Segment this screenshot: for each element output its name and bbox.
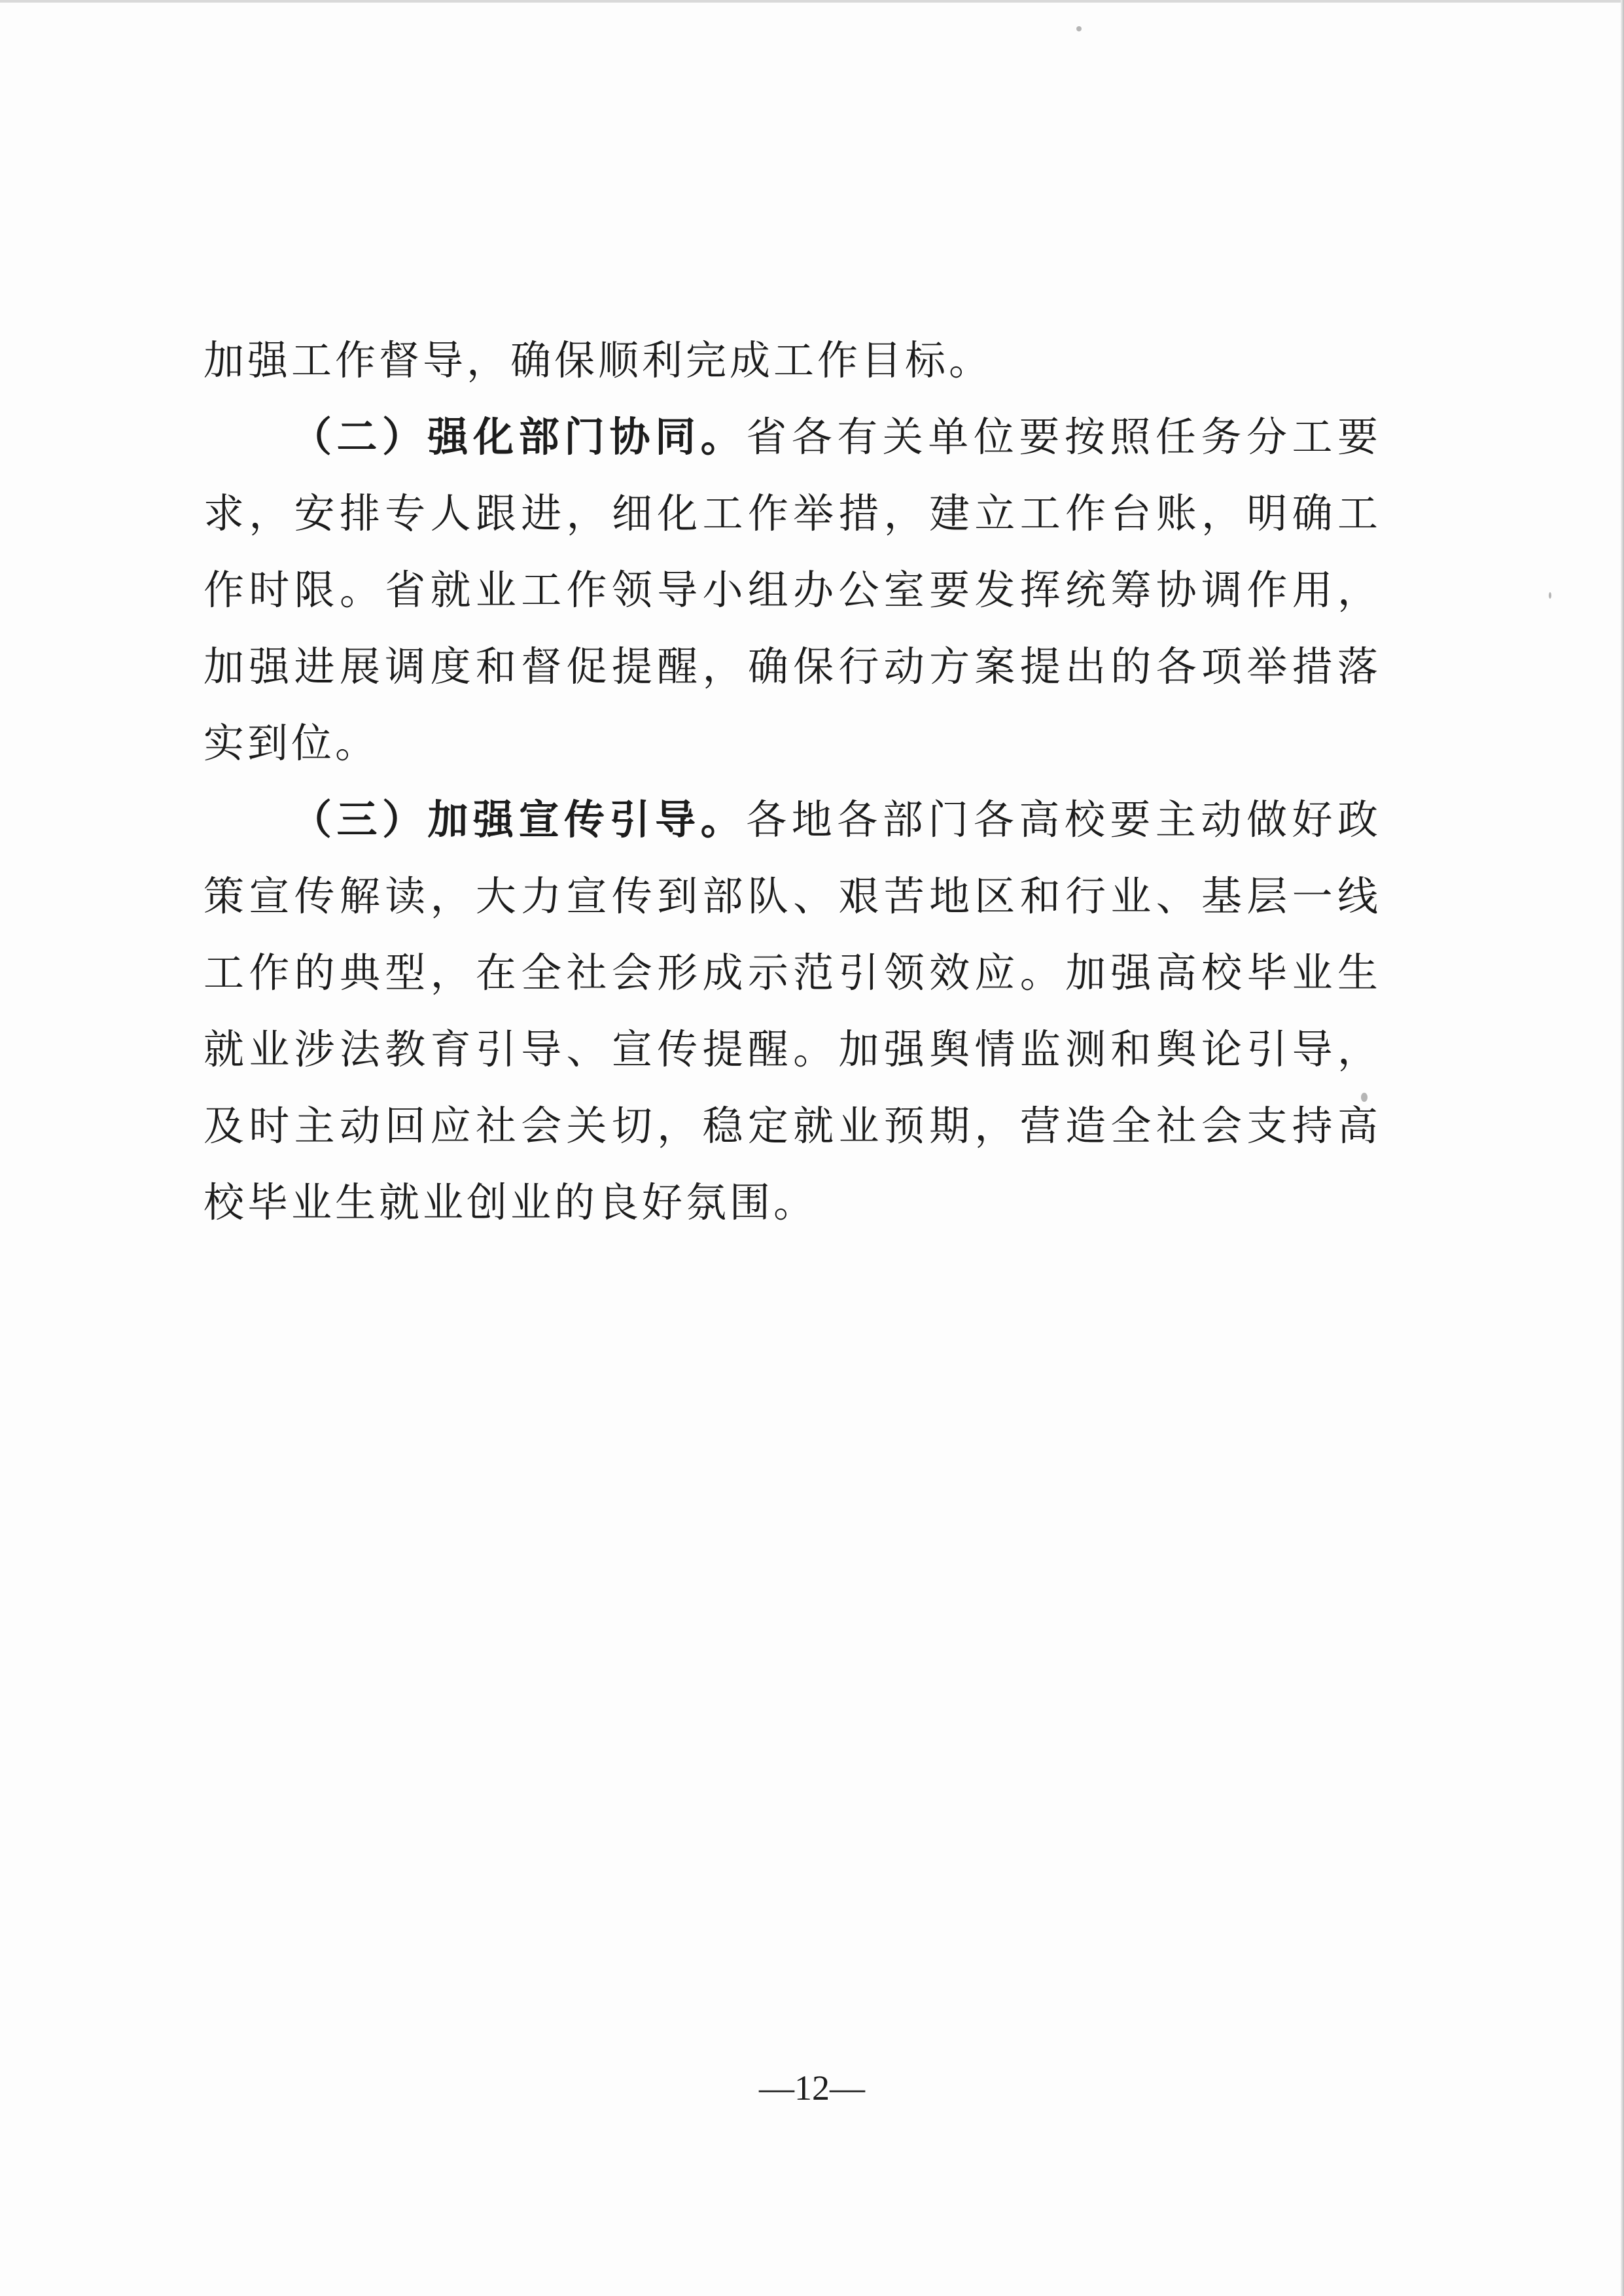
document-body — [203, 322, 1381, 1241]
scan-edge-top — [0, 0, 1624, 3]
paragraph-publicity-guidance — [203, 781, 1381, 1241]
paragraph-text: 省各有关单位要按照任务分工要求，安排专人跟进，细化工作举措，建立工作台账，明确工作时限。省就业工作领导小组办公室要发挥统筹协调作用，加强进展调度和督促提醒，确保行动方案提出的各项举措落实到位。 — [203, 413, 1381, 767]
paragraph-text: 加强工作督导，确保顺利完成工作目标。 — [203, 336, 993, 384]
page-number: —12— — [759, 2068, 865, 2108]
scan-speck — [1076, 26, 1082, 31]
scan-edge-right — [1621, 0, 1624, 2296]
section-heading-3: （三）加强宣传引导。 — [291, 796, 747, 843]
paragraph-text: 各地各部门各高校要主动做好政策宣传解读，大力宣传到部队、艰苦地区和行业、基层一线工作的典型，在全社会形成示范引领效应。加强高校毕业生就业涉法教育引导、宣传提醒。加强舆情监测和舆论引导，及时主动回应社会关切，稳定就业预期，营造全社会支持高校毕业生就业创业的良好氛围。 — [203, 796, 1381, 1226]
paragraph-department-coordination — [203, 398, 1381, 781]
section-heading-2: （二）强化部门协同。 — [291, 413, 747, 461]
paragraph-continuation — [203, 322, 1381, 398]
scan-speck — [1549, 592, 1551, 599]
